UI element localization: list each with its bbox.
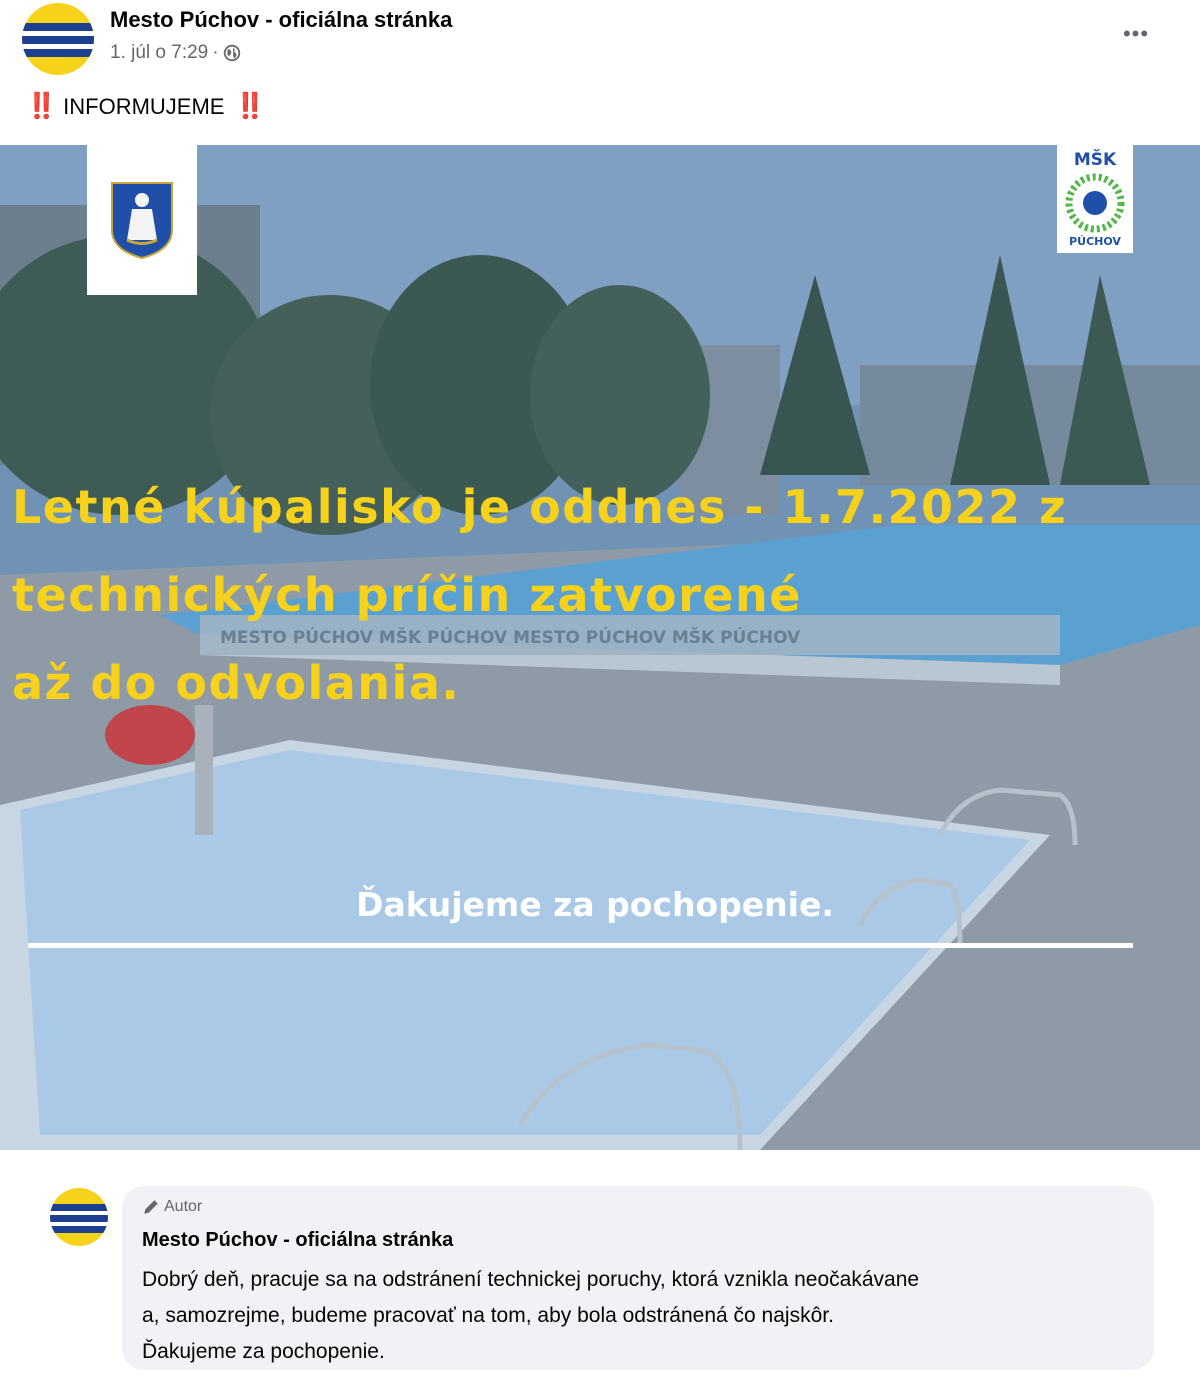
- author-badge-label: Autor: [164, 1198, 203, 1215]
- more-options-icon[interactable]: •••: [1122, 21, 1150, 46]
- post-header: [0, 0, 1200, 140]
- comment-line: Ďakujeme za pochopenie.: [142, 1340, 385, 1363]
- msk-puchov-logo: [1057, 145, 1133, 253]
- comment-author-avatar[interactable]: [50, 1188, 108, 1246]
- image-divider-line: [28, 943, 1133, 948]
- page-avatar[interactable]: [22, 3, 94, 75]
- post-meta: [110, 42, 241, 64]
- post-image[interactable]: [0, 145, 1200, 1150]
- headline-line: technických príčin zatvorené: [12, 568, 802, 622]
- double-exclamation-icon: ‼️: [234, 92, 262, 120]
- comment-line: a, samozrejme, budeme pracovať na tom, aby bola odstránená čo najskôr.: [142, 1304, 834, 1327]
- comment-line: Dobrý deň, pracuje sa na odstránení technickej poruchy, ktorá vznikla neočakávane: [142, 1268, 920, 1291]
- comment-bubble: [122, 1186, 1154, 1370]
- meta-separator: ·: [212, 42, 219, 63]
- image-thanks-text: Ďakujeme za pochopenie.: [356, 885, 834, 924]
- banner-text: MESTO PÚCHOV MŠK PÚCHOV MESTO PÚCHOV MŠK PÚCHOV: [220, 628, 801, 648]
- double-exclamation-icon: ‼️: [26, 92, 54, 120]
- msk-logo-bottom-text: PÚCHOV: [1069, 235, 1121, 248]
- globe-icon: [223, 44, 241, 62]
- msk-logo-top-text: MŠK: [1073, 150, 1117, 170]
- headline-line: Letné kúpalisko je oddnes - 1.7.2022 z: [12, 480, 1068, 534]
- comment-text: [142, 1262, 1142, 1370]
- post-text: [26, 92, 262, 121]
- page-name-link[interactable]: Mesto Púchov - oficiálna stránka: [110, 7, 453, 32]
- headline-line: až do odvolania.: [12, 656, 461, 710]
- comment-author-name[interactable]: Mesto Púchov - oficiálna stránka: [142, 1229, 454, 1251]
- city-coat-of-arms-logo: [87, 145, 197, 295]
- post-text-content: INFORMUJEME: [63, 93, 225, 119]
- author-badge: [142, 1198, 202, 1216]
- image-headline: [12, 463, 1200, 727]
- post-timestamp[interactable]: 1. júl o 7:29: [110, 42, 209, 63]
- pencil-icon: [142, 1198, 160, 1216]
